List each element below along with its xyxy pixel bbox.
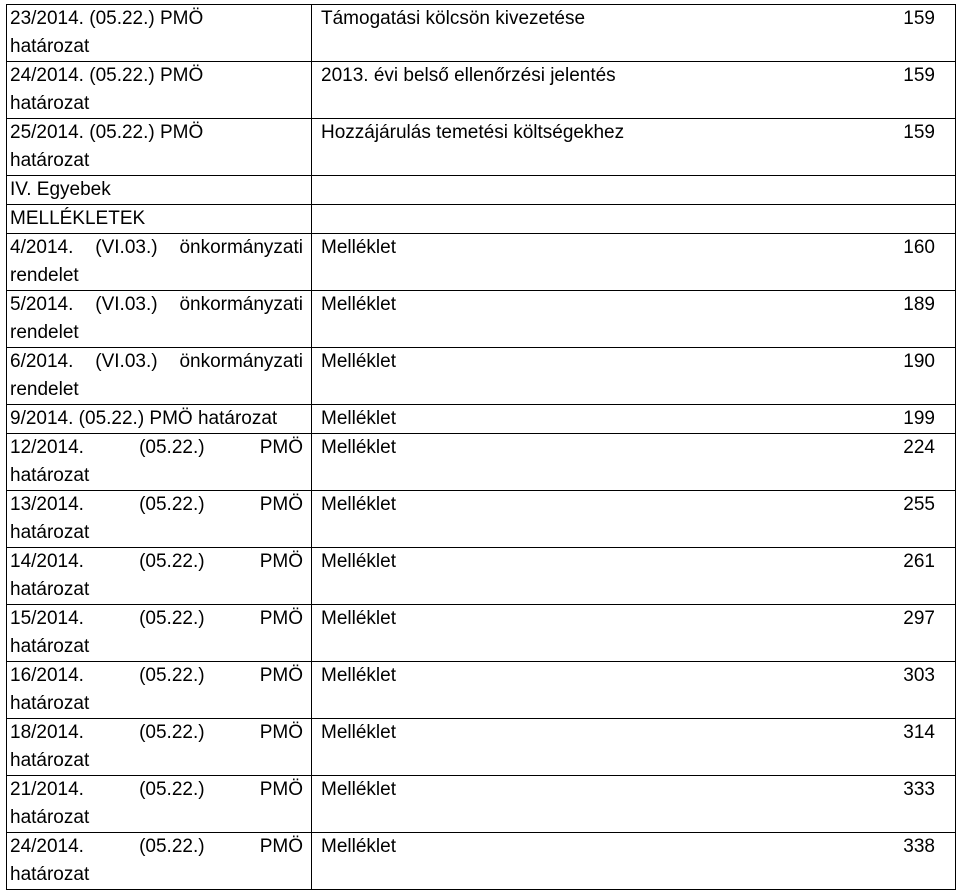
reference-line-2: határozat [10, 864, 90, 885]
table-row [7, 434, 956, 491]
entry-description: Melléklet [321, 551, 396, 572]
entry-line [321, 5, 949, 33]
entry-reference-cell [7, 662, 312, 719]
section-row [7, 205, 956, 234]
section-heading: IV. Egyebek [7, 176, 312, 205]
table-row [7, 605, 956, 662]
entry-reference-cell [7, 291, 312, 348]
entry-reference-cell: 9/2014. (05.22.) PMÖ határozat [7, 405, 312, 434]
page-number: 261 [903, 551, 935, 572]
reference-line-2: határozat [10, 807, 90, 828]
empty-cell [312, 205, 956, 234]
reference-issuer: PMÖ [259, 836, 303, 857]
reference-number: 18/2014. [10, 722, 84, 743]
reference-number: 16/2014. [10, 665, 84, 686]
page-number: 338 [903, 836, 935, 857]
reference-number: 13/2014. [10, 494, 84, 515]
entry-description: Melléklet [321, 351, 396, 372]
reference-issuer: PMÖ [259, 437, 303, 458]
entry-description: Támogatási kölcsön kivezetése [321, 8, 586, 29]
reference-line-1 [10, 234, 305, 262]
entry-description-cell [312, 719, 956, 776]
entry-reference-cell [7, 234, 312, 291]
entry-reference-cell [7, 348, 312, 405]
table-row [7, 348, 956, 405]
page-number: 159 [903, 122, 935, 143]
reference-date: (VI.03.) [95, 294, 158, 315]
entry-description-cell [312, 491, 956, 548]
reference-line-2: határozat [10, 636, 90, 657]
table-row [7, 833, 956, 890]
page-number: 255 [903, 494, 935, 515]
reference-issuer: PMÖ [259, 779, 303, 800]
reference-line-2: határozat [10, 36, 90, 57]
table-row [7, 405, 956, 434]
page-number: 159 [903, 65, 935, 86]
reference-line-1 [10, 348, 305, 376]
page-number: 224 [903, 437, 935, 458]
entry-description: Melléklet [321, 836, 396, 857]
reference-issuer: PMÖ [259, 551, 303, 572]
table-row [7, 291, 956, 348]
entry-line [321, 348, 949, 376]
table-row [7, 662, 956, 719]
entry-line [321, 119, 949, 147]
entry-description-cell [312, 833, 956, 890]
reference-line-1 [10, 662, 305, 690]
reference-issuer: PMÖ [259, 494, 303, 515]
entry-reference-cell [7, 62, 312, 119]
reference-line-1 [10, 605, 305, 633]
entry-description-cell [312, 605, 956, 662]
entry-reference-cell [7, 119, 312, 176]
reference-line-1 [10, 833, 305, 861]
entry-line [321, 434, 949, 462]
table-row [7, 491, 956, 548]
entry-description: Hozzájárulás temetési költségekhez [321, 122, 625, 143]
entry-reference-cell [7, 719, 312, 776]
reference-date: (05.22.) [139, 437, 205, 458]
index-table-body [7, 5, 956, 890]
table-row [7, 119, 956, 176]
entry-line [321, 662, 949, 690]
page-number: 189 [903, 294, 935, 315]
entry-reference-cell [7, 5, 312, 62]
section-row [7, 176, 956, 205]
empty-cell [312, 176, 956, 205]
reference-date: (05.22.) [139, 551, 205, 572]
entry-description-cell [312, 548, 956, 605]
reference-number: 21/2014. [10, 779, 84, 800]
reference-date: (05.22.) [139, 665, 205, 686]
entry-description: Melléklet [321, 294, 396, 315]
entry-line [321, 405, 949, 433]
reference-number: 4/2014. [10, 237, 74, 258]
entry-line [321, 776, 949, 804]
entry-line [321, 291, 949, 319]
reference-date: (VI.03.) [95, 351, 158, 372]
entry-description-cell [312, 62, 956, 119]
entry-description-cell [312, 776, 956, 833]
entry-description: Melléklet [321, 722, 396, 743]
entry-description-cell [312, 405, 956, 434]
reference-issuer: PMÖ [259, 608, 303, 629]
entry-reference-cell [7, 491, 312, 548]
reference-line-1: 24/2014. (05.22.) PMÖ [10, 65, 204, 86]
entry-line [321, 234, 949, 262]
table-row [7, 62, 956, 119]
table-row [7, 548, 956, 605]
reference-issuer: önkormányzati [179, 351, 303, 372]
reference-issuer: önkormányzati [179, 294, 303, 315]
reference-line-2: határozat [10, 693, 90, 714]
entry-line [321, 719, 949, 747]
index-table [6, 4, 956, 890]
table-row [7, 234, 956, 291]
reference-line-1: 25/2014. (05.22.) PMÖ [10, 122, 204, 143]
reference-line-1 [10, 719, 305, 747]
entry-reference-cell [7, 434, 312, 491]
entry-description: Melléklet [321, 237, 396, 258]
entry-line [321, 491, 949, 519]
table-row [7, 719, 956, 776]
reference-line-2: rendelet [10, 322, 79, 343]
entry-line [321, 548, 949, 576]
entry-description-cell [312, 119, 956, 176]
page-number: 190 [903, 351, 935, 372]
entry-description-cell [312, 291, 956, 348]
reference-line-2: határozat [10, 522, 90, 543]
reference-date: (05.22.) [139, 779, 205, 800]
reference-number: 6/2014. [10, 351, 74, 372]
reference-number: 14/2014. [10, 551, 84, 572]
reference-date: (VI.03.) [95, 237, 158, 258]
reference-line-2: határozat [10, 93, 90, 114]
reference-date: (05.22.) [139, 494, 205, 515]
reference-line-1: 23/2014. (05.22.) PMÖ [10, 8, 204, 29]
reference-line-1 [10, 776, 305, 804]
reference-line-2: határozat [10, 750, 90, 771]
table-row [7, 5, 956, 62]
reference-issuer: PMÖ [259, 665, 303, 686]
page-number: 314 [903, 722, 935, 743]
annex-heading: MELLÉKLETEK [7, 205, 312, 234]
entry-description: Melléklet [321, 779, 396, 800]
reference-issuer: önkormányzati [179, 237, 303, 258]
entry-reference-cell [7, 833, 312, 890]
reference-line-2: határozat [10, 465, 90, 486]
entry-description: Melléklet [321, 665, 396, 686]
entry-reference-cell [7, 605, 312, 662]
reference-issuer: PMÖ [259, 722, 303, 743]
entry-description: Melléklet [321, 408, 396, 429]
entry-description-cell [312, 662, 956, 719]
page-number: 333 [903, 779, 935, 800]
reference-line-1 [10, 291, 305, 319]
reference-line-2: rendelet [10, 379, 79, 400]
reference-number: 5/2014. [10, 294, 74, 315]
entry-line [321, 833, 949, 861]
page-number: 297 [903, 608, 935, 629]
table-row [7, 776, 956, 833]
page-number: 159 [903, 8, 935, 29]
reference-date: (05.22.) [139, 608, 205, 629]
reference-date: (05.22.) [139, 722, 205, 743]
entry-description-cell [312, 234, 956, 291]
reference-line-1 [10, 434, 305, 462]
reference-line-1 [10, 548, 305, 576]
entry-reference-cell [7, 548, 312, 605]
entry-description: Melléklet [321, 608, 396, 629]
entry-description-cell [312, 348, 956, 405]
reference-line-2: határozat [10, 150, 90, 171]
reference-line-2: határozat [10, 579, 90, 600]
reference-date: (05.22.) [139, 836, 205, 857]
reference-line-1 [10, 491, 305, 519]
entry-description: 2013. évi belső ellenőrzési jelentés [321, 65, 616, 86]
reference-number: 12/2014. [10, 437, 84, 458]
entry-description-cell [312, 434, 956, 491]
entry-description-cell [312, 5, 956, 62]
entry-line [321, 62, 949, 90]
page-number: 303 [903, 665, 935, 686]
reference-line-2: rendelet [10, 265, 79, 286]
entry-reference-cell [7, 776, 312, 833]
entry-description: Melléklet [321, 494, 396, 515]
page-number: 160 [903, 237, 935, 258]
page-number: 199 [903, 408, 935, 429]
entry-description: Melléklet [321, 437, 396, 458]
entry-line [321, 605, 949, 633]
reference-number: 15/2014. [10, 608, 84, 629]
reference-number: 24/2014. [10, 836, 84, 857]
